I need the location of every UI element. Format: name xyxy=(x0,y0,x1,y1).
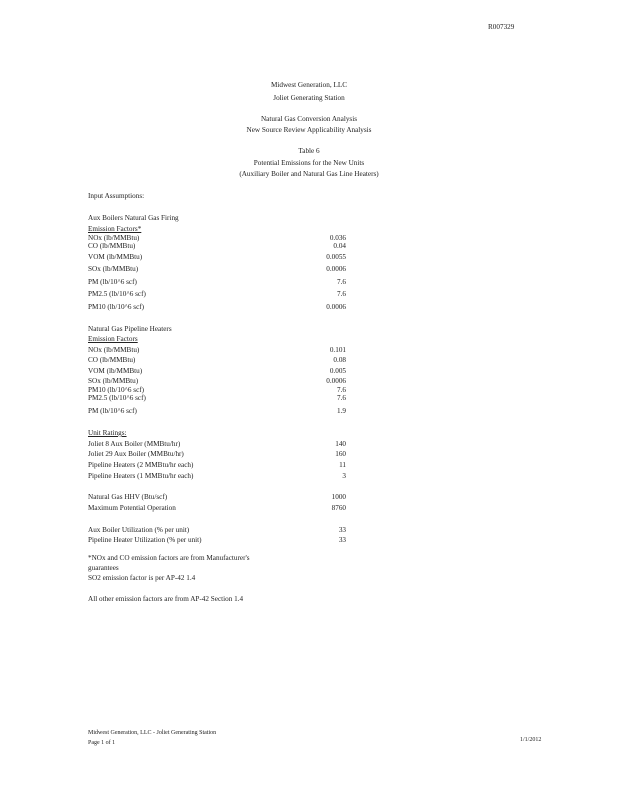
table-row xyxy=(88,304,346,313)
table-row xyxy=(88,254,346,263)
row-label: Natural Gas HHV (Btu/scf) xyxy=(88,493,168,501)
unit-ratings-heading: Unit Ratings: xyxy=(88,429,127,437)
row-value: 33 xyxy=(338,536,346,544)
row-value: 0.0006 xyxy=(326,303,346,311)
row-label: Joliet 8 Aux Boiler (MMBtu/hr) xyxy=(88,440,181,448)
table-row xyxy=(88,451,346,460)
row-label: VOM (lb/MMBtu) xyxy=(88,367,143,375)
row-label: VOM (lb/MMBtu) xyxy=(88,253,143,261)
table-row xyxy=(88,505,346,514)
table-row xyxy=(88,279,346,288)
footnote: All other emission factors are from AP-42 Section 1.4 xyxy=(88,595,244,603)
row-value: 0.08 xyxy=(333,356,346,364)
station-name: Joliet Generating Station xyxy=(273,94,345,102)
row-value: 160 xyxy=(335,450,346,458)
footer-date: 1/1/2012 xyxy=(520,737,542,743)
row-label: PM (lb/10^6 scf) xyxy=(88,407,137,415)
table-row xyxy=(88,291,346,300)
table-row xyxy=(88,408,346,417)
row-value: 7.6 xyxy=(337,394,346,402)
footnote: guarantees xyxy=(88,564,119,572)
row-label: Joliet 29 Aux Boiler (MMBtu/hr) xyxy=(88,450,184,458)
row-label: PM (lb/10^6 scf) xyxy=(88,278,137,286)
footer-left-line1: Midwest Generation, LLC - Joliet Generating Station xyxy=(88,730,217,736)
row-value: 0.005 xyxy=(329,367,346,375)
row-value: 7.6 xyxy=(337,386,346,394)
row-label: Pipeline Heater Utilization (% per unit) xyxy=(88,536,202,544)
row-value: 140 xyxy=(335,440,346,448)
row-value: 1.9 xyxy=(337,407,346,415)
footnote: SO2 emission factor is per AP-42 1.4 xyxy=(88,574,196,582)
row-value: 7.6 xyxy=(337,290,346,298)
table-row xyxy=(88,368,346,377)
company-name: Midwest Generation, LLC xyxy=(270,81,348,89)
row-value: 1000 xyxy=(331,493,346,501)
table-row xyxy=(88,527,346,536)
row-value: 0.101 xyxy=(329,346,346,354)
row-label: SOx (lb/MMBtu) xyxy=(88,377,139,385)
row-label: PM2.5 (lb/10^6 scf) xyxy=(88,290,146,298)
row-label: PM10 (lb/10^6 scf) xyxy=(88,303,145,311)
table-row xyxy=(88,243,346,252)
table-row xyxy=(88,494,346,503)
row-value: 33 xyxy=(338,526,346,534)
row-label: Pipeline Heaters (1 MMBtu/hr each) xyxy=(88,472,194,480)
document-id: R007329 xyxy=(488,23,515,31)
aux-boiler-factors-label: Emission Factors* xyxy=(88,225,142,233)
footer-left-line2: Page 1 of 1 xyxy=(88,740,116,746)
row-value: 11 xyxy=(339,461,346,469)
footnote: *NOx and CO emission factors are from Manufacturer's xyxy=(88,554,250,562)
row-value: 0.04 xyxy=(333,242,346,250)
row-value: 8760 xyxy=(331,504,346,512)
row-value: 7.6 xyxy=(337,278,346,286)
row-label: SOx (lb/MMBtu) xyxy=(88,265,139,273)
table-row xyxy=(88,266,346,275)
line-heater-heading: Natural Gas Pipeline Heaters xyxy=(88,325,172,333)
table-number: Table 6 xyxy=(298,147,320,155)
aux-boiler-heading: Aux Boilers Natural Gas Firing xyxy=(88,214,179,222)
analysis-subtitle: New Source Review Applicability Analysis xyxy=(246,126,372,134)
table-row xyxy=(88,441,346,450)
table-row xyxy=(88,462,346,471)
table-row xyxy=(88,395,346,404)
row-label: PM10 (lb/10^6 scf) xyxy=(88,386,145,394)
analysis-title: Natural Gas Conversion Analysis xyxy=(260,115,358,123)
input-assumptions-label: Input Assumptions: xyxy=(88,192,145,200)
table-row xyxy=(88,357,346,366)
row-label: Pipeline Heaters (2 MMBtu/hr each) xyxy=(88,461,194,469)
table-row xyxy=(88,537,346,546)
table-title: Potential Emissions for the New Units xyxy=(253,159,365,167)
row-label: CO (lb/MMBtu) xyxy=(88,242,136,250)
row-label: NOx (lb/MMBtu) xyxy=(88,346,140,354)
row-label: Maximum Potential Operation xyxy=(88,504,176,512)
line-heater-factors-label: Emission Factors xyxy=(88,335,138,343)
row-value: 0.036 xyxy=(329,234,346,242)
row-value: 0.0006 xyxy=(326,265,346,273)
row-label: CO (lb/MMBtu) xyxy=(88,356,136,364)
row-label: Aux Boiler Utilization (% per unit) xyxy=(88,526,190,534)
row-label: NOx (lb/MMBtu) xyxy=(88,234,140,242)
row-label: PM2.5 (lb/10^6 scf) xyxy=(88,394,146,402)
row-value: 3 xyxy=(342,472,346,480)
row-value: 0.0055 xyxy=(326,253,346,261)
table-row xyxy=(88,347,346,356)
table-subtitle: (Auxiliary Boiler and Natural Gas Line Heaters) xyxy=(239,170,379,178)
row-value: 0.0006 xyxy=(326,377,346,385)
table-row xyxy=(88,473,346,482)
